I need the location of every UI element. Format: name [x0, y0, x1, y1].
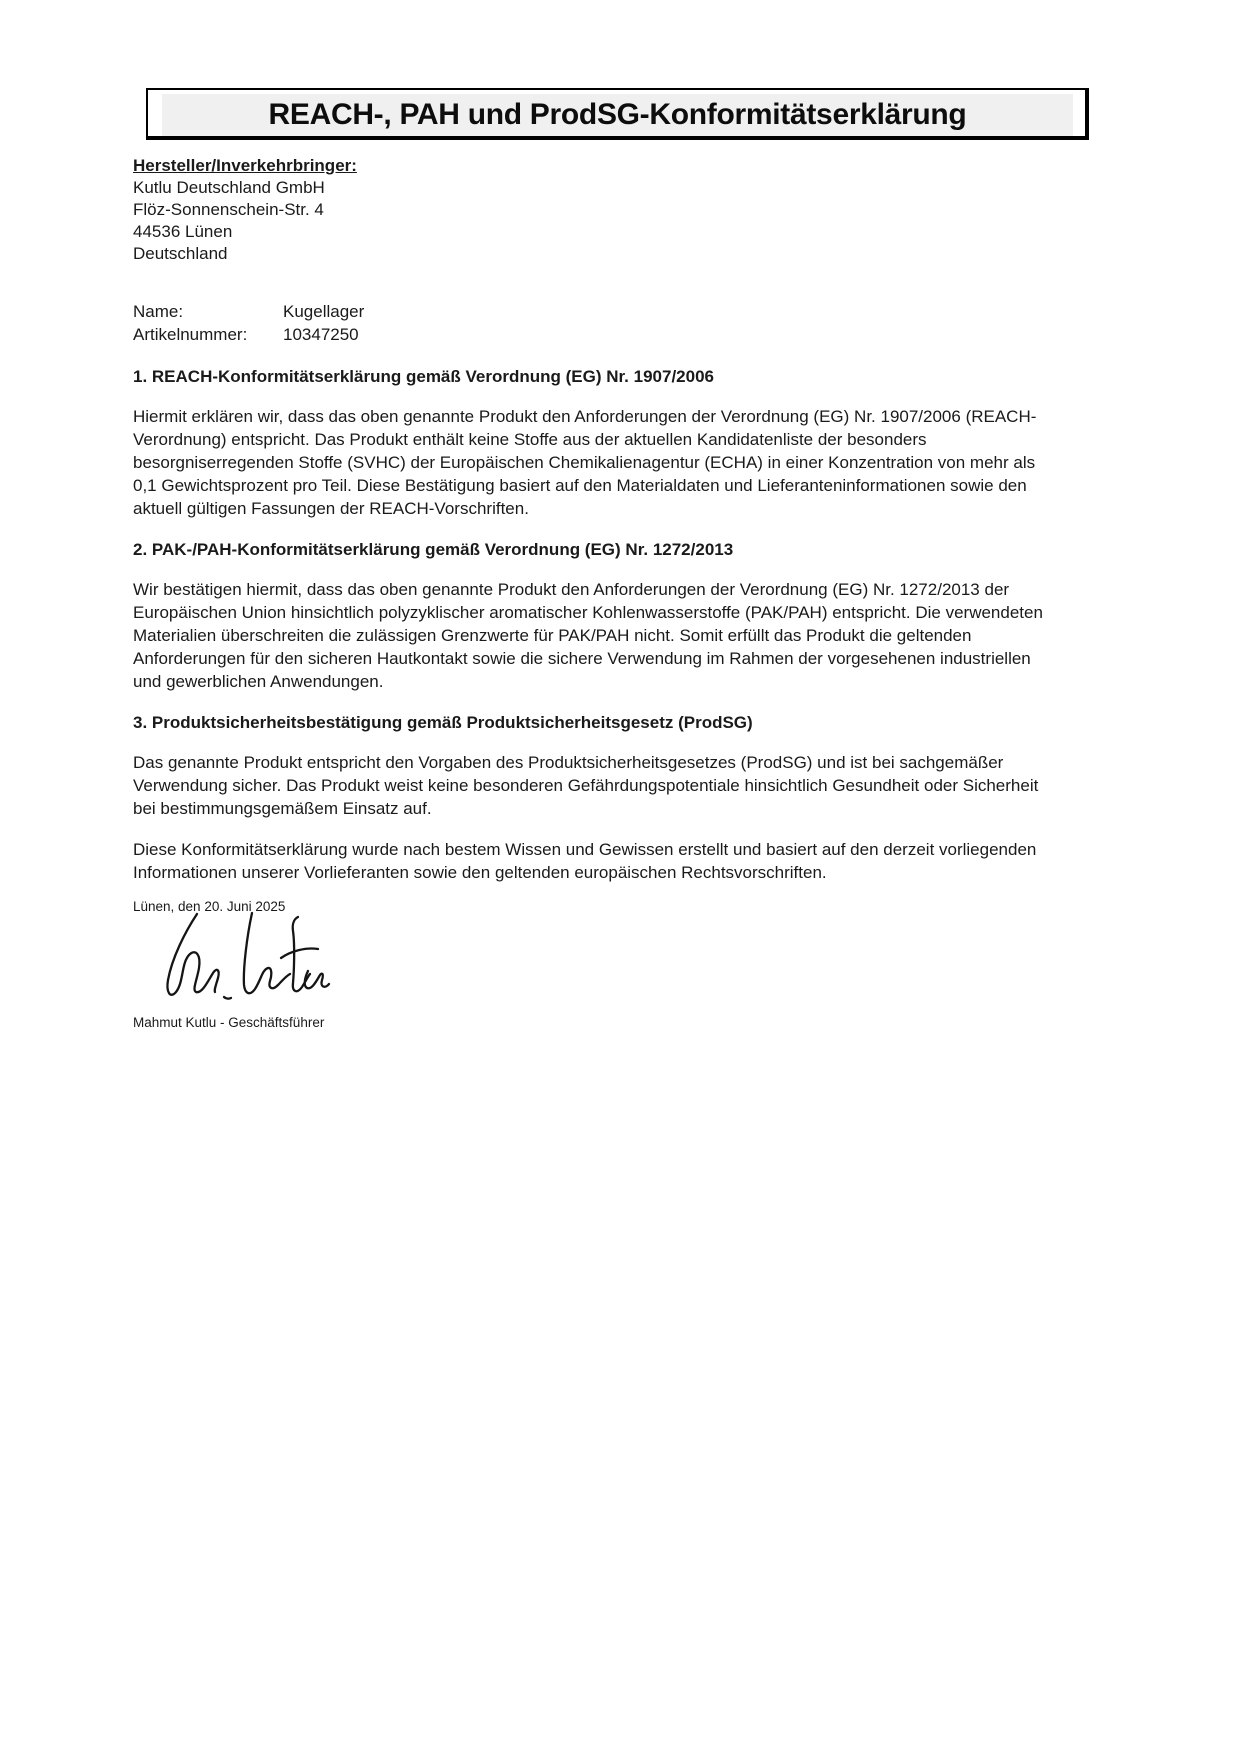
manufacturer-country: Deutschland — [133, 244, 228, 263]
paragraph-line: Materialien überschreiten die zulässigen Grenzwerte für PAK/PAH nicht. Somit erfüllt das Produkt die geltenden — [133, 626, 972, 645]
section-1-heading: 1. REACH-Konformitätserklärung gemäß Verordnung (EG) Nr. 1907/2006 — [133, 367, 714, 386]
section-2-paragraph — [133, 578, 1141, 693]
product-info — [133, 300, 1141, 346]
paragraph-line: Das genannte Produkt entspricht den Vorgaben des Produktsicherheitsgesetzes (ProdSG) und ist bei sachgemäßer — [133, 753, 1004, 772]
paragraph-line: Europäischen Union hinsichtlich polyzyklischer aromatischer Kohlenwasserstoffe (PAK/PAH) entspricht. Die verwendeten — [133, 603, 1043, 622]
paragraph-line: Diese Konformitätserklärung wurde nach bestem Wissen und Gewissen erstellt und basiert auf den derzeit vorliegenden — [133, 840, 1037, 859]
paragraph-line: Anforderungen für den sicheren Hautkontakt sowie die sichere Verwendung im Rahmen der vorgesehenen industriellen — [133, 649, 1031, 668]
section-1-paragraph — [133, 405, 1141, 520]
product-name-label: Name: — [133, 302, 184, 321]
product-name-row — [133, 300, 1141, 323]
paragraph-line: besorgniserregenden Stoffe (SVHC) der Europäischen Chemikalienagentur (ECHA) in einer Konzentration von mehr als — [133, 453, 1036, 472]
paragraph-line: Informationen unserer Vorlieferanten sowie den geltenden europäischen Rechtsvorschriften. — [133, 863, 827, 882]
manufacturer-label: Hersteller/Inverkehrbringer: — [133, 156, 357, 175]
product-name-value: Kugellager — [283, 302, 365, 321]
manufacturer-city: 44536 Lünen — [133, 222, 233, 241]
paragraph-line: 0,1 Gewichtsprozent pro Teil. Diese Bestätigung basiert auf den Materialdaten und Lieferanteninformationen sowie den — [133, 476, 1027, 495]
manufacturer-company: Kutlu Deutschland GmbH — [133, 178, 325, 197]
paragraph-line: bei bestimmungsgemäßem Einsatz auf. — [133, 799, 432, 818]
paragraph-line: Wir bestätigen hiermit, dass das oben genannte Produkt den Anforderungen der Verordnung (EG) Nr. 1272/2013 der — [133, 580, 1010, 599]
document-body — [133, 155, 1141, 1032]
section-3-paragraph — [133, 751, 1141, 820]
paragraph-line: und gewerblichen Anwendungen. — [133, 672, 384, 691]
manufacturer-street: Flöz-Sonnenschein-Str. 4 — [133, 200, 324, 219]
signature-image — [157, 910, 337, 1006]
product-number-row — [133, 323, 1141, 346]
paragraph-line: aktuell gültigen Fassungen der REACH-Vorschriften. — [133, 499, 529, 518]
section-2-heading: 2. PAK-/PAH-Konformitätserklärung gemäß Verordnung (EG) Nr. 1272/2013 — [133, 540, 734, 559]
page-title: REACH-, PAH und ProdSG-Konformitätserklärung — [268, 98, 967, 131]
title-banner-fill — [162, 94, 1073, 136]
paragraph-line: Verwendung sicher. Das Produkt weist keine besonderen Gefährdungspotentiale hinsichtlich Gesundheit oder Sicherheit — [133, 776, 1039, 795]
closing-paragraph — [133, 838, 1141, 884]
section-3-heading: 3. Produktsicherheitsbestätigung gemäß Produktsicherheitsgesetz (ProdSG) — [133, 713, 753, 732]
paragraph-line: Verordnung) entspricht. Das Produkt enthält keine Stoffe aus der aktuellen Kandidatenliste der besonders — [133, 430, 927, 449]
product-number-label: Artikelnummer: — [133, 325, 248, 344]
paragraph-line: Hiermit erklären wir, dass das oben genannte Produkt den Anforderungen der Verordnung (EG) Nr. 1907/2006 (REACH- — [133, 407, 1037, 426]
product-number-value: 10347250 — [283, 325, 359, 344]
title-banner — [146, 88, 1089, 140]
signer-caption: Mahmut Kutlu - Geschäftsführer — [133, 1015, 325, 1030]
place-date-line: Lünen, den 20. Juni 2025 — [133, 899, 286, 914]
